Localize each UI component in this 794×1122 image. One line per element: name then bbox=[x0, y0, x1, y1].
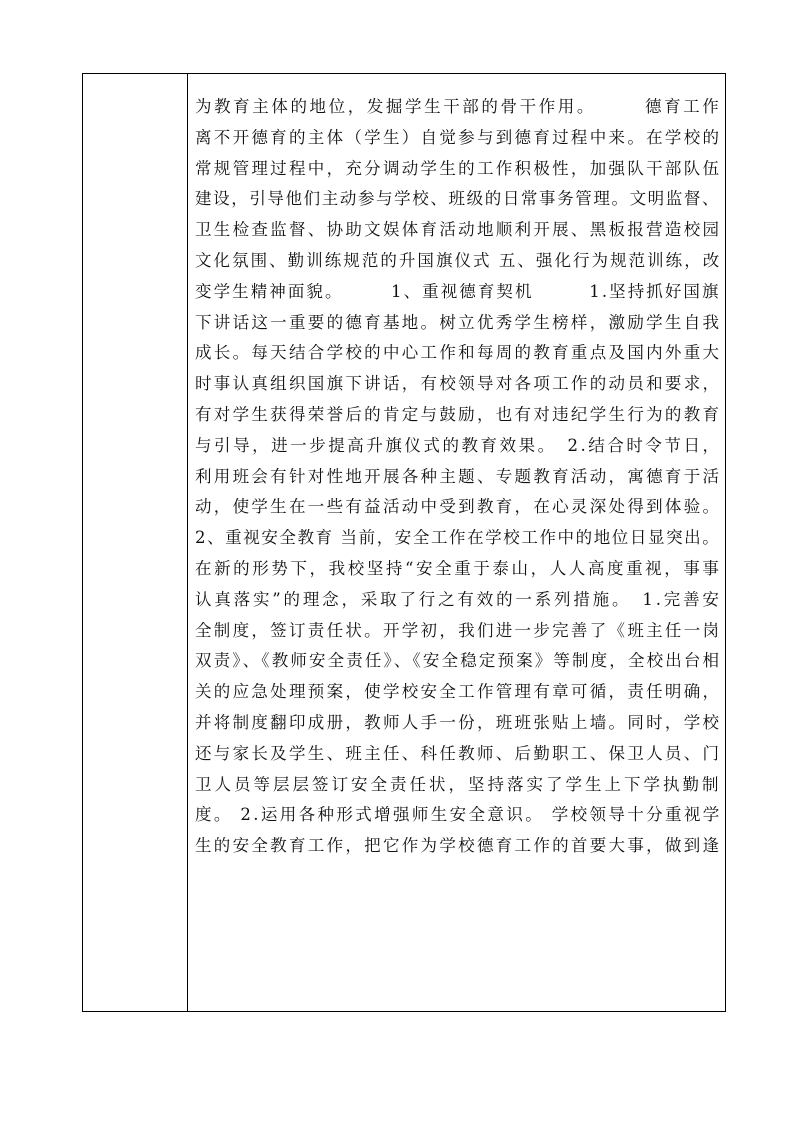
text-line: 成长。每天结合学校的中心工作和每周的教育重点及国内外重大 bbox=[195, 343, 722, 363]
text-line: 全制度，签订责任状。开学初，我们进一步完善了《班主任一岗 bbox=[195, 620, 722, 640]
text-line: 生的安全教育工作，把它作为学校德育工作的首要大事，做到逢 bbox=[195, 836, 722, 856]
text-line: 动，使学生在一些有益活动中受到教育，在心灵深处得到体验。 bbox=[195, 497, 722, 517]
text-line: 利用班会有针对性地开展各种主题、专题教育活动，寓德育于活 bbox=[195, 466, 722, 486]
text-line: 度。 2.运用各种形式增强师生安全意识。 学校领导十分重视学 bbox=[195, 805, 722, 825]
text-line: 文化氛围、勤训练规范的升国旗仪式 五、强化行为规范训练，改 bbox=[195, 250, 722, 270]
text-line: 建设，引导他们主动参与学校、班级的日常事务管理。文明监督、 bbox=[195, 189, 721, 209]
text-line: 离不开德育的主体（学生）自觉参与到德育过程中来。在学校的 bbox=[195, 127, 722, 147]
text-line: 并将制度翻印成册，教师人手一份，班班张贴上墙。同时，学校 bbox=[195, 712, 722, 732]
text-line: 常规管理过程中，充分调动学生的工作积极性，加强队干部队伍 bbox=[195, 158, 722, 178]
text-line: 时事认真组织国旗下讲话，有校领导对各项工作的动员和要求， bbox=[195, 374, 722, 394]
text-line: 变学生精神面貌。 1、重视德育契机 1.坚持抓好国旗 bbox=[195, 281, 721, 301]
text-line: 有对学生获得荣誉后的肯定与鼓励，也有对违纪学生行为的教育 bbox=[195, 404, 722, 424]
table-left-column bbox=[83, 74, 188, 1011]
text-line: 还与家长及学生、班主任、科任教师、后勤职工、保卫人员、门 bbox=[195, 743, 722, 763]
text-line: 卫人员等层层签订安全责任状，坚持落实了学生上下学执勤制 bbox=[195, 774, 722, 794]
text-line: 关的应急处理预案，使学校安全工作管理有章可循，责任明确， bbox=[195, 682, 722, 702]
text-line: 双责》、《教师安全责任》、《安全稳定预案》等制度，全校出台相 bbox=[195, 651, 722, 671]
text-line: 在新的形势下，我校坚持“安全重于泰山，人人高度重视，事事 bbox=[195, 558, 722, 578]
text-line: 2、重视安全教育 当前，安全工作在学校工作中的地位日显突出。 bbox=[195, 528, 721, 548]
text-line: 卫生检查监督、协助文娱体育活动地顺利开展、黑板报营造校园 bbox=[195, 220, 722, 240]
table-text-cell bbox=[195, 92, 722, 862]
text-line: 下讲话这一重要的德育基地。树立优秀学生榜样，激励学生自我 bbox=[195, 312, 722, 332]
text-line: 与引导，进一步提高升旗仪式的教育效果。 2.结合时令节日， bbox=[195, 435, 722, 455]
content-table bbox=[82, 73, 726, 1012]
text-line: 为教育主体的地位，发掘学生干部的骨干作用。 德育工作 bbox=[195, 97, 722, 116]
text-line: 认真落实”的理念，采取了行之有效的一系列措施。 1.完善安 bbox=[195, 589, 722, 609]
